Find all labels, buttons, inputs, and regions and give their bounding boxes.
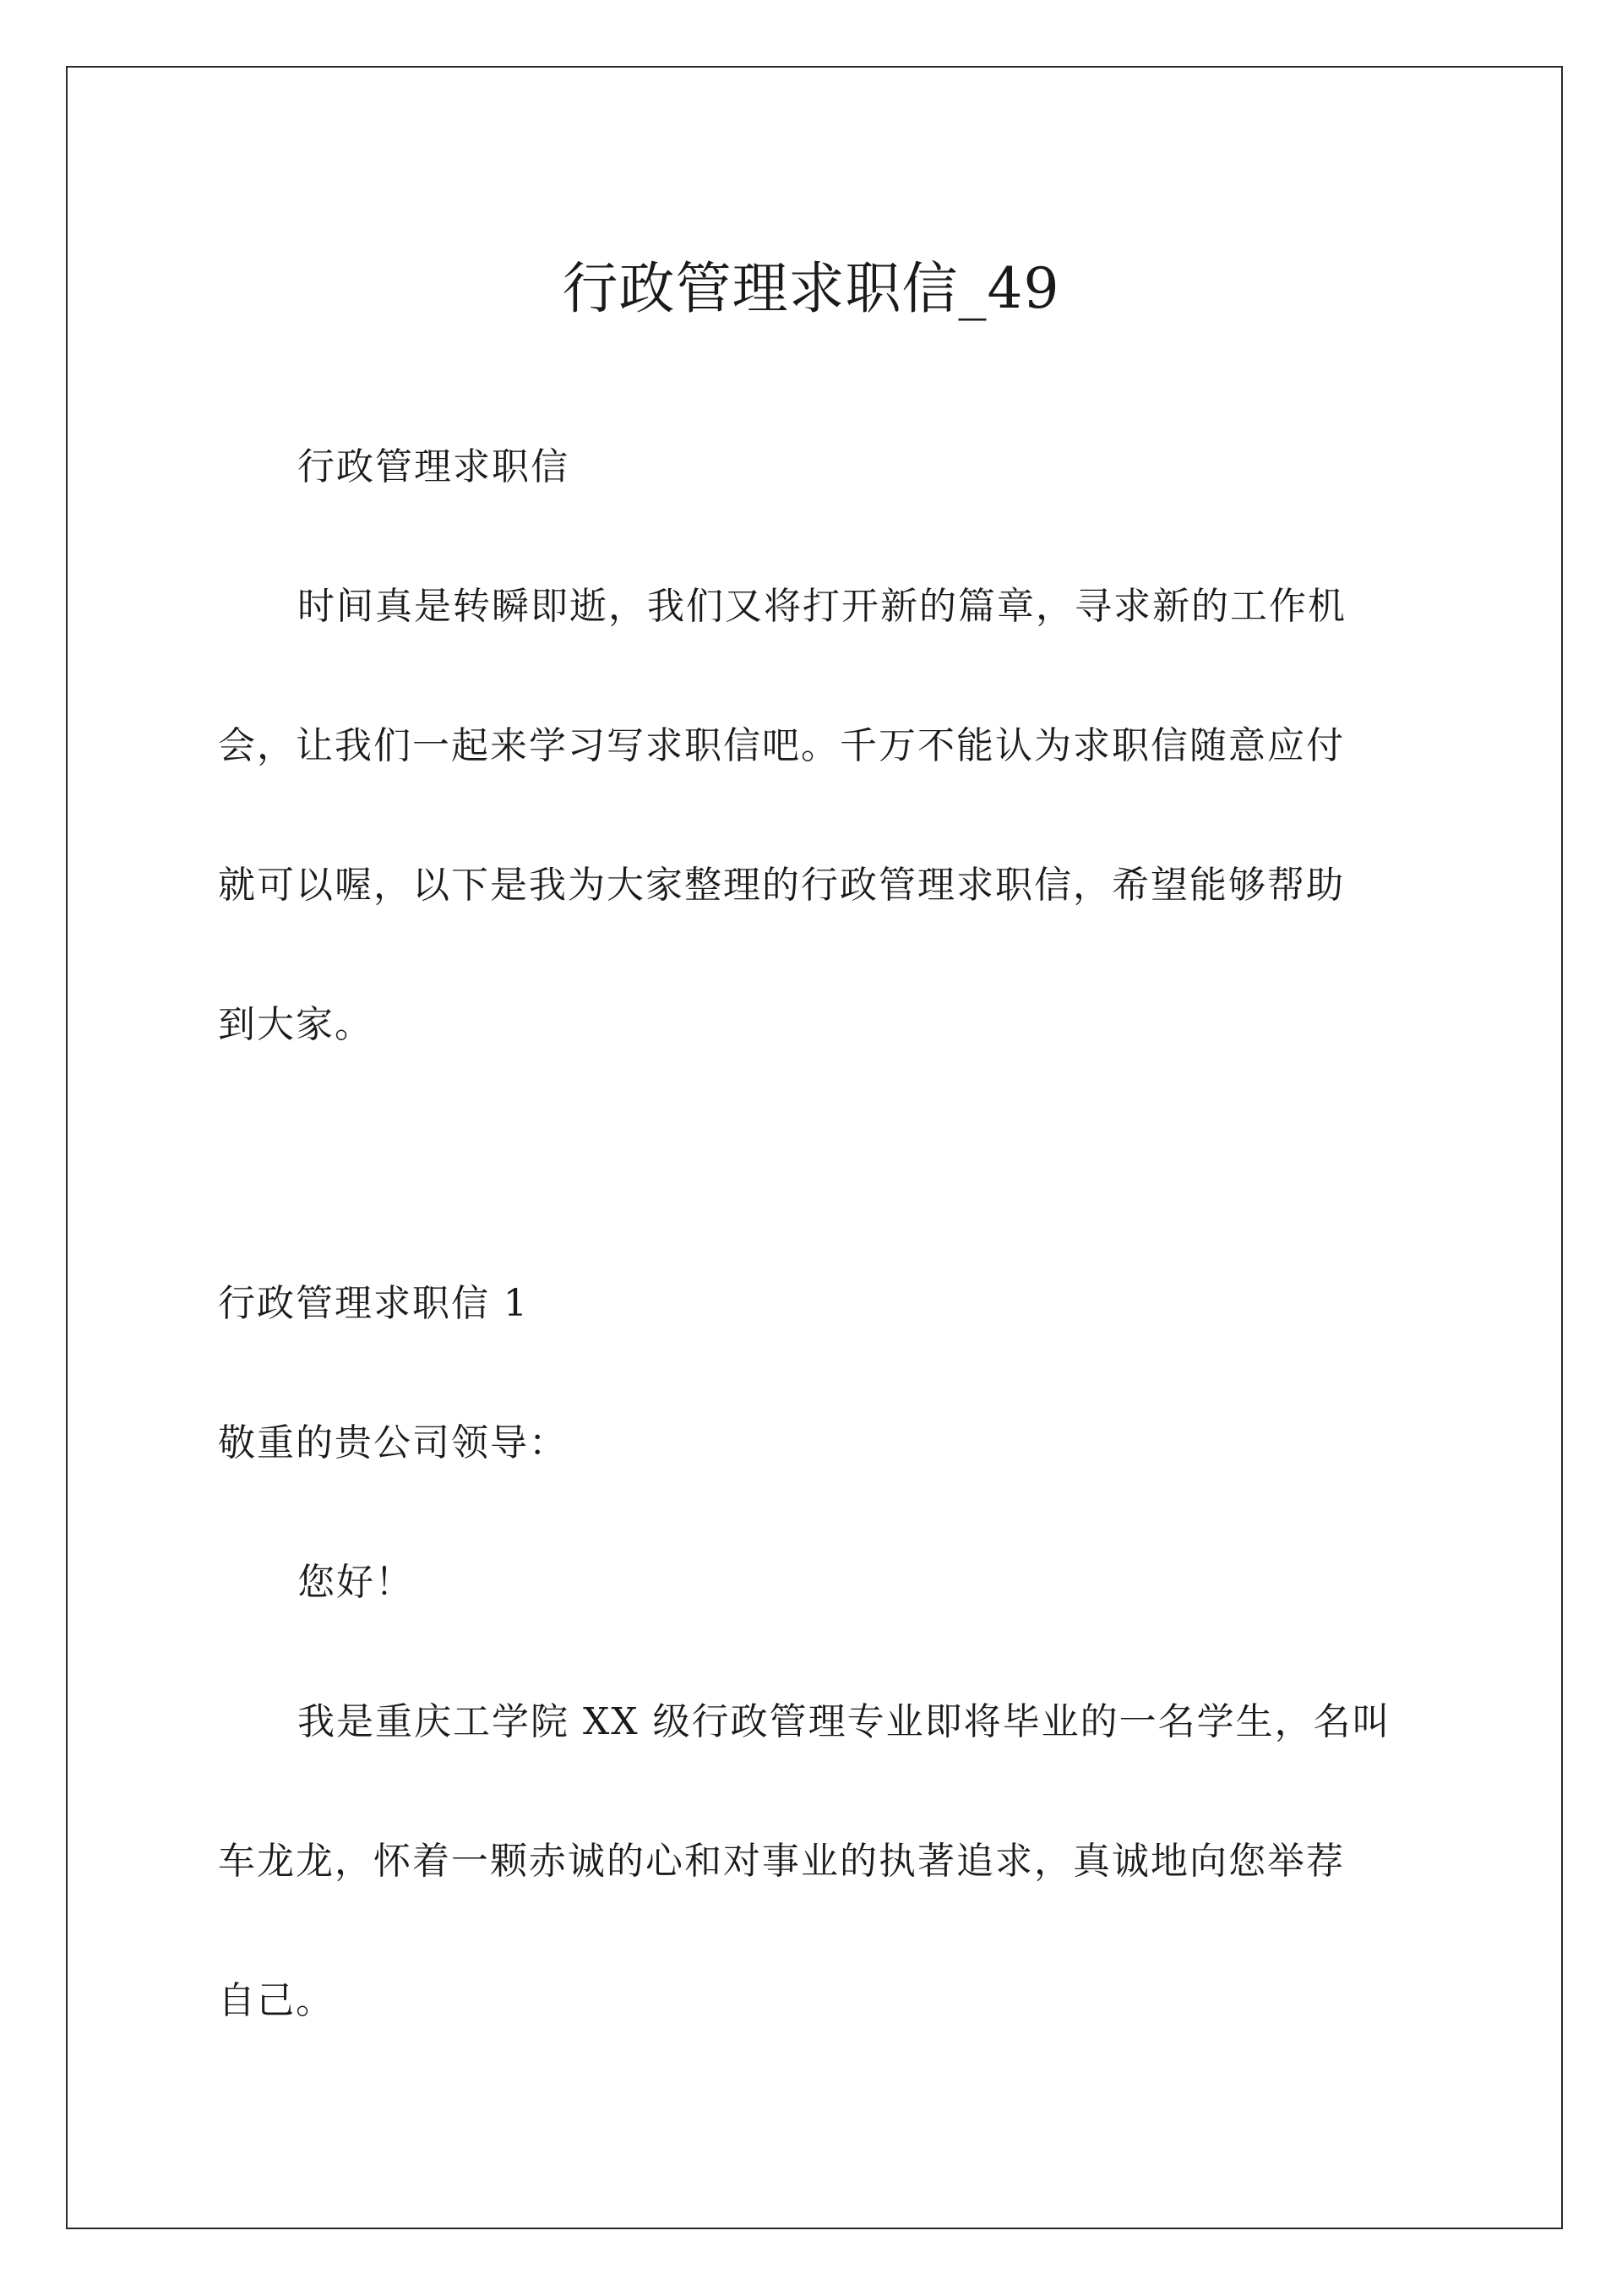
intro-line: 时间真是转瞬即逝，我们又将打开新的篇章，寻求新的工作机 [297, 585, 1347, 628]
body-line: 我是重庆工学院 XX 级行政管理专业即将毕业的一名学生，名叫 [297, 1700, 1391, 1743]
intro-line: 到大家。 [218, 1003, 373, 1046]
document-title: 行政管理求职信_49 [562, 256, 1060, 321]
intro-paragraph [218, 537, 1418, 1094]
document-subtitle: 行政管理求职信 [297, 445, 569, 488]
body-line: 车龙龙，怀着一颗赤诚的心和对事业的执著追求，真诚地向您举荐 [218, 1840, 1345, 1883]
intro-line: 就可以喔，以下是我为大家整理的行政管理求职信，希望能够帮助 [218, 864, 1345, 907]
intro-line: 会，让我们一起来学习写求职信吧。千万不能认为求职信随意应付 [218, 724, 1345, 767]
body-paragraph [218, 1652, 1418, 2070]
paragraph-gap [218, 1094, 1418, 1234]
document-body [218, 397, 1418, 2070]
section-heading: 行政管理求职信 1 [218, 1282, 529, 1325]
body-line: 自己。 [218, 1979, 335, 2022]
greeting: 您好！ [297, 1561, 414, 1604]
salutation: 敬重的贵公司领导： [218, 1421, 568, 1464]
